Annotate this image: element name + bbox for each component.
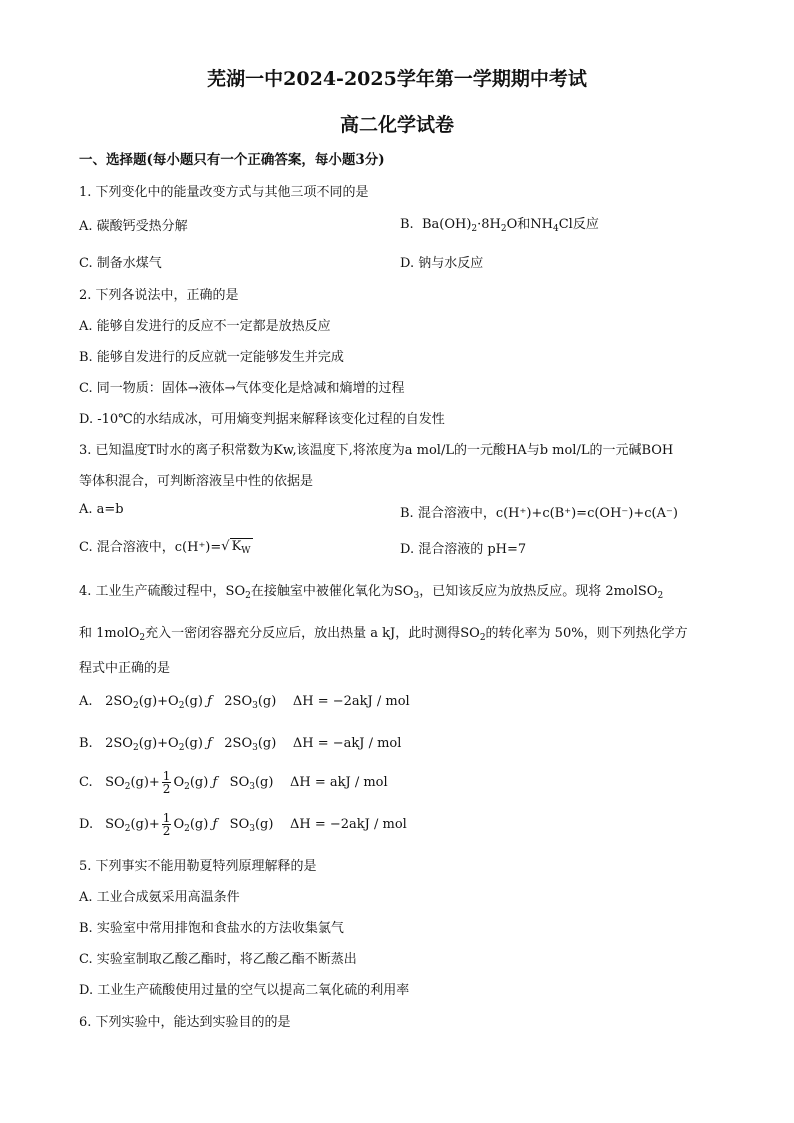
q6-stem: 6. 下列实验中，能达到实验目的的是 xyxy=(79,1015,291,1030)
q5-stem: 5. 下列事实不能用勒夏特列原理解释的是 xyxy=(79,859,317,874)
sqrt-kw: √ $K_W$ xyxy=(221,539,251,556)
q4-option-a: A. $2SO_2(g)+O_2(g)$ ƒ $2SO_3(g)$ ΔH = −2akJ / mol xyxy=(79,694,410,711)
q3-option-b: B. 混合溶液中，c(H⁺)+c(B⁺)=c(OH⁻)+c(A⁻) xyxy=(400,506,678,521)
q5-option-b: B. 实验室中常用排饱和食盐水的方法收集氯气 xyxy=(79,921,344,936)
q4-stem-line2: 和 1molO$_2$充入一密闭容器充分反应后，放出热量 a kJ，此时测得$SO_2$的转化率为 50%，则下列热化学方 xyxy=(79,626,688,643)
q4-stem-line1: 4. 工业生产硫酸过程中，$SO_2$在接触室中被催化氧化为$SO_3$，已知该反应为放热反应。现将 2molSO$_2$ xyxy=(79,584,664,601)
q4-option-d: D. $SO_2(g)+$ $\frac{1}{2}$ $O_2(g)$ ƒ $SO_3(g)$ ΔH = −2akJ / mol xyxy=(79,811,407,838)
q1-option-a: A. 碳酸钙受热分解 xyxy=(79,219,188,234)
q4-option-c: C. $SO_2(g)+$ $\frac{1}{2}$ $O_2(g)$ ƒ $SO_3(g)$ ΔH = akJ / mol xyxy=(79,769,388,796)
section-heading: 一、选择题(每小题只有一个正确答案，每小题3分) xyxy=(79,152,385,168)
q3-stem-line2: 等体积混合，可判断溶液呈中性的依据是 xyxy=(79,474,314,489)
exam-title: 芜湖一中2024-2025学年第一学期期中考试 xyxy=(207,68,587,90)
q1-option-b: B. $Ba(OH)_2\cdot 8H_2O$和$NH_4Cl$反应 xyxy=(400,217,599,234)
q2-option-b: B. 能够自发进行的反应就一定能够发生并完成 xyxy=(79,350,344,365)
q2-option-d: D. -10℃的水结成冰，可用熵变判据来解释该变化过程的自发性 xyxy=(79,412,445,427)
q5-option-d: D. 工业生产硫酸使用过量的空气以提高二氧化硫的利用率 xyxy=(79,983,410,998)
q5-option-a: A. 工业合成氨采用高温条件 xyxy=(79,890,240,905)
q1-stem: 1. 下列变化中的能量改变方式与其他三项不同的是 xyxy=(79,185,369,200)
q4-option-b: B. $2SO_2(g)+O_2(g)$ ƒ $2SO_3(g)$ ΔH = −akJ / mol xyxy=(79,736,402,753)
q5-option-c: C. 实验室制取乙酸乙酯时，将乙酸乙酯不断蒸出 xyxy=(79,952,357,967)
q2-option-a: A. 能够自发进行的反应不一定都是放热反应 xyxy=(79,319,331,334)
q3-stem-line1: 3. 已知温度T时水的离子积常数为Kw,该温度下,将浓度为a mol/L的一元酸HA与b mol/L的一元碱BOH xyxy=(79,443,674,458)
q2-option-c: C. 同一物质：固体→液体→气体变化是焓减和熵增的过程 xyxy=(79,381,405,396)
q1-option-c: C. 制备水煤气 xyxy=(79,256,162,271)
q3-option-d: D. 混合溶液的 pH=7 xyxy=(400,542,527,557)
q4-stem-line3: 程式中正确的是 xyxy=(79,661,171,676)
q1-option-d: D. 钠与水反应 xyxy=(400,256,484,271)
exam-subtitle: 高二化学试卷 xyxy=(339,114,454,136)
q3-option-a: A. a=b xyxy=(79,502,124,517)
q3-option-c: C. 混合溶液中，c(H⁺)=√ $K_W$ xyxy=(79,539,251,556)
q2-stem: 2. 下列各说法中，正确的是 xyxy=(79,288,239,303)
